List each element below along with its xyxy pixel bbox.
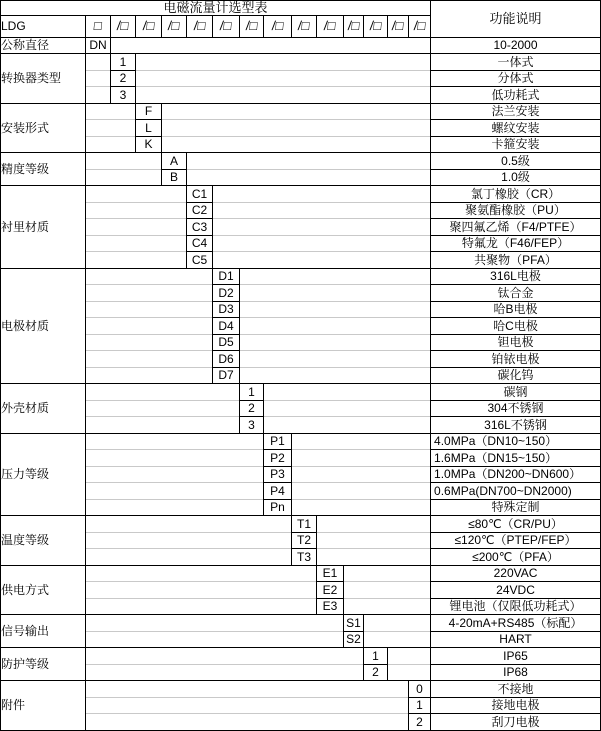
- option-code: 3: [111, 87, 136, 104]
- filler-cell: [86, 153, 162, 170]
- table-row: [1, 285, 601, 302]
- filler-cell: [364, 615, 431, 632]
- group-label: 电极材质: [1, 268, 86, 384]
- table-row: [1, 87, 601, 104]
- filler-cell: [86, 681, 409, 698]
- table-row: [1, 483, 601, 500]
- filler-cell: [136, 70, 431, 87]
- model-suffix-box: /□: [136, 15, 162, 37]
- filler-cell: [292, 433, 431, 450]
- filler-cell: [292, 466, 431, 483]
- option-code: E1: [317, 565, 344, 582]
- option-description: 24VDC: [431, 582, 601, 599]
- option-code: E3: [317, 598, 344, 615]
- option-code: D3: [213, 301, 240, 318]
- option-code: D4: [213, 318, 240, 335]
- filler-cell: [86, 714, 409, 731]
- group-label: 供电方式: [1, 565, 86, 615]
- option-description: 钽电极: [431, 334, 601, 351]
- option-code: 2: [364, 664, 388, 681]
- model-suffix-box: /□: [162, 15, 187, 37]
- table-row: [1, 202, 601, 219]
- group-label: 压力等级: [1, 433, 86, 516]
- option-code: P3: [264, 466, 292, 483]
- filler-cell: [86, 615, 344, 632]
- option-code: 3: [240, 417, 264, 434]
- option-description: 锂电池（仅限低功耗式）: [431, 598, 601, 615]
- option-description: 接地电极: [431, 697, 601, 714]
- filler-cell: [317, 549, 431, 566]
- option-code: P2: [264, 450, 292, 467]
- group-label: 附件: [1, 681, 86, 731]
- filler-cell: [317, 532, 431, 549]
- option-code: 2: [409, 714, 431, 731]
- filler-cell: [86, 268, 213, 285]
- option-description: 0.6MPa(DN700~DN2000): [431, 483, 601, 500]
- option-description: 0.5级: [431, 153, 601, 170]
- filler-cell: [86, 169, 162, 186]
- filler-cell: [240, 285, 431, 302]
- filler-cell: [264, 417, 431, 434]
- option-code: T2: [292, 532, 317, 549]
- table-row: [1, 433, 601, 450]
- option-description: 一体式: [431, 54, 601, 71]
- filler-cell: [136, 87, 431, 104]
- table-row: [1, 400, 601, 417]
- table-row: [1, 169, 601, 186]
- table-row: [1, 549, 601, 566]
- table-row: [1, 268, 601, 285]
- filler-cell: [162, 103, 431, 120]
- table-row: [1, 516, 601, 533]
- option-code: C4: [187, 235, 213, 252]
- filler-cell: [213, 219, 431, 236]
- table-row: [1, 714, 601, 731]
- filler-cell: [213, 202, 431, 219]
- option-description: 钛合金: [431, 285, 601, 302]
- table-row: [1, 631, 601, 648]
- option-description: 220VAC: [431, 565, 601, 582]
- filler-cell: [111, 37, 431, 54]
- filler-cell: [86, 70, 111, 87]
- table-row: [1, 54, 601, 71]
- option-description: 刮刀电极: [431, 714, 601, 731]
- filler-cell: [240, 301, 431, 318]
- filler-cell: [264, 384, 431, 401]
- option-code: P1: [264, 433, 292, 450]
- table-row: [1, 384, 601, 401]
- model-suffix-box: /□: [292, 15, 317, 37]
- table-row: [1, 648, 601, 665]
- table-row: [1, 252, 601, 269]
- filler-cell: [86, 186, 187, 203]
- filler-cell: [162, 120, 431, 137]
- table-row: [1, 598, 601, 615]
- filler-cell: [86, 400, 240, 417]
- option-description: 铂铱电极: [431, 351, 601, 368]
- table-row: [1, 466, 601, 483]
- filler-cell: [213, 186, 431, 203]
- option-description: 316L电极: [431, 268, 601, 285]
- filler-cell: [344, 598, 431, 615]
- filler-cell: [317, 516, 431, 533]
- option-description: 卡箍安装: [431, 136, 601, 153]
- option-code: D7: [213, 367, 240, 384]
- filler-cell: [344, 565, 431, 582]
- table-row: [1, 417, 601, 434]
- model-suffix-box: /□: [213, 15, 240, 37]
- table-title: 电磁流量计选型表: [1, 1, 431, 16]
- filler-cell: [86, 697, 409, 714]
- option-description: 304不锈钢: [431, 400, 601, 417]
- table-row: [1, 499, 601, 516]
- filler-cell: [86, 318, 213, 335]
- filler-cell: [213, 252, 431, 269]
- model-suffix-box: /□: [264, 15, 292, 37]
- option-description: 不接地: [431, 681, 601, 698]
- option-description: 1.0级: [431, 169, 601, 186]
- table-row: [1, 334, 601, 351]
- table-row: [1, 318, 601, 335]
- table-row: [1, 565, 601, 582]
- option-code: T3: [292, 549, 317, 566]
- option-description: 螺纹安装: [431, 120, 601, 137]
- group-label: 外壳材质: [1, 384, 86, 434]
- table-row: [1, 219, 601, 236]
- table-row: [1, 120, 601, 137]
- table-row: [1, 186, 601, 203]
- filler-cell: [388, 664, 431, 681]
- option-description: 聚氨酯橡胶（PU）: [431, 202, 601, 219]
- table-row: [1, 450, 601, 467]
- group-label: 衬里材质: [1, 186, 86, 269]
- model-suffix-box: /□: [344, 15, 364, 37]
- filler-cell: [86, 351, 213, 368]
- model-first-box: □: [86, 15, 111, 37]
- option-code: Pn: [264, 499, 292, 516]
- option-code: P4: [264, 483, 292, 500]
- option-code: B: [162, 169, 187, 186]
- filler-cell: [86, 120, 136, 137]
- option-description: 氯丁橡胶（CR）: [431, 186, 601, 203]
- filler-cell: [86, 582, 317, 599]
- filler-cell: [86, 516, 292, 533]
- filler-cell: [292, 499, 431, 516]
- filler-cell: [86, 648, 364, 665]
- filler-cell: [86, 87, 111, 104]
- model-code-label: LDG: [1, 15, 86, 37]
- option-code: D1: [213, 268, 240, 285]
- filler-cell: [86, 466, 264, 483]
- option-code: 1: [409, 697, 431, 714]
- option-code: 1: [364, 648, 388, 665]
- option-code: F: [136, 103, 162, 120]
- group-label: 信号输出: [1, 615, 86, 648]
- filler-cell: [86, 565, 317, 582]
- option-code: A: [162, 153, 187, 170]
- option-code: C2: [187, 202, 213, 219]
- table-row: [1, 367, 601, 384]
- filler-cell: [86, 532, 292, 549]
- filler-cell: [86, 219, 187, 236]
- group-label: 防护等级: [1, 648, 86, 681]
- option-description: 10-2000: [431, 37, 601, 54]
- model-suffix-box: /□: [240, 15, 264, 37]
- filler-cell: [86, 235, 187, 252]
- option-description: 哈B电极: [431, 301, 601, 318]
- option-description: 分体式: [431, 70, 601, 87]
- option-code: 2: [240, 400, 264, 417]
- option-description: 1.6MPa（DN15~150）: [431, 450, 601, 467]
- filler-cell: [86, 202, 187, 219]
- filler-cell: [86, 483, 264, 500]
- table-row: [1, 582, 601, 599]
- option-description: HART: [431, 631, 601, 648]
- table-row: [1, 664, 601, 681]
- filler-cell: [162, 136, 431, 153]
- table-row: [1, 103, 601, 120]
- option-code: 0: [409, 681, 431, 698]
- option-description: IP65: [431, 648, 601, 665]
- table-row: [1, 697, 601, 714]
- group-label: 转换器类型: [1, 54, 86, 104]
- group-label: 公称直径: [1, 37, 86, 54]
- option-code: L: [136, 120, 162, 137]
- filler-cell: [187, 169, 431, 186]
- option-description: 哈C电极: [431, 318, 601, 335]
- option-code: C3: [187, 219, 213, 236]
- option-code: D6: [213, 351, 240, 368]
- filler-cell: [86, 334, 213, 351]
- table-row: [1, 532, 601, 549]
- option-code: DN: [86, 37, 111, 54]
- filler-cell: [86, 631, 344, 648]
- option-code: S1: [344, 615, 364, 632]
- option-code: 1: [240, 384, 264, 401]
- option-code: C1: [187, 186, 213, 203]
- filler-cell: [86, 285, 213, 302]
- table-row: [1, 681, 601, 698]
- filler-cell: [292, 483, 431, 500]
- filler-cell: [292, 450, 431, 467]
- option-description: 1.0MPa（DN200~DN600）: [431, 466, 601, 483]
- table-row: [1, 351, 601, 368]
- group-label: 安装形式: [1, 103, 86, 153]
- filler-cell: [344, 582, 431, 599]
- filler-cell: [86, 384, 240, 401]
- option-code: D5: [213, 334, 240, 351]
- table-row: [1, 37, 601, 54]
- table-row: [1, 70, 601, 87]
- filler-cell: [264, 400, 431, 417]
- option-code: 2: [111, 70, 136, 87]
- option-description: 4.0MPa（DN10~150）: [431, 433, 601, 450]
- option-code: K: [136, 136, 162, 153]
- model-suffix-box: /□: [409, 15, 431, 37]
- option-code: S2: [344, 631, 364, 648]
- filler-cell: [86, 301, 213, 318]
- option-description: ≤80℃（CR/PU）: [431, 516, 601, 533]
- option-code: 1: [111, 54, 136, 71]
- filler-cell: [240, 367, 431, 384]
- filler-cell: [136, 54, 431, 71]
- filler-cell: [86, 433, 264, 450]
- filler-cell: [86, 549, 292, 566]
- filler-cell: [86, 367, 213, 384]
- option-description: 特氟龙（F46/FEP）: [431, 235, 601, 252]
- option-code: T1: [292, 516, 317, 533]
- model-suffix-box: /□: [364, 15, 388, 37]
- function-column-header: 功能说明: [431, 1, 601, 38]
- filler-cell: [240, 334, 431, 351]
- group-label: 温度等级: [1, 516, 86, 566]
- table-row: [1, 235, 601, 252]
- model-suffix-box: /□: [388, 15, 409, 37]
- filler-cell: [187, 153, 431, 170]
- table-row: [1, 615, 601, 632]
- filler-cell: [86, 54, 111, 71]
- filler-cell: [388, 648, 431, 665]
- option-description: IP68: [431, 664, 601, 681]
- option-description: 4-20mA+RS485（标配）: [431, 615, 601, 632]
- filler-cell: [86, 598, 317, 615]
- table-row: [1, 136, 601, 153]
- option-code: E2: [317, 582, 344, 599]
- model-suffix-box: /□: [111, 15, 136, 37]
- option-description: 共聚物（PFA）: [431, 252, 601, 269]
- filler-cell: [86, 103, 136, 120]
- option-code: D2: [213, 285, 240, 302]
- option-code: C5: [187, 252, 213, 269]
- group-label: 精度等级: [1, 153, 86, 186]
- filler-cell: [240, 268, 431, 285]
- option-description: 法兰安装: [431, 103, 601, 120]
- model-suffix-box: /□: [317, 15, 344, 37]
- filler-cell: [86, 252, 187, 269]
- filler-cell: [86, 499, 264, 516]
- option-description: 316L不锈钢: [431, 417, 601, 434]
- option-description: 碳钢: [431, 384, 601, 401]
- model-suffix-box: /□: [187, 15, 213, 37]
- filler-cell: [213, 235, 431, 252]
- table-row: [1, 153, 601, 170]
- option-description: 低功耗式: [431, 87, 601, 104]
- option-description: 特殊定制: [431, 499, 601, 516]
- filler-cell: [240, 318, 431, 335]
- filler-cell: [364, 631, 431, 648]
- option-description: 碳化钨: [431, 367, 601, 384]
- option-description: ≤200℃（PFA）: [431, 549, 601, 566]
- filler-cell: [86, 450, 264, 467]
- option-description: ≤120℃（PTEP/FEP）: [431, 532, 601, 549]
- option-description: 聚四氟乙烯（F4/PTFE）: [431, 219, 601, 236]
- filler-cell: [86, 136, 136, 153]
- filler-cell: [86, 417, 240, 434]
- filler-cell: [240, 351, 431, 368]
- filler-cell: [86, 664, 364, 681]
- table-row: [1, 301, 601, 318]
